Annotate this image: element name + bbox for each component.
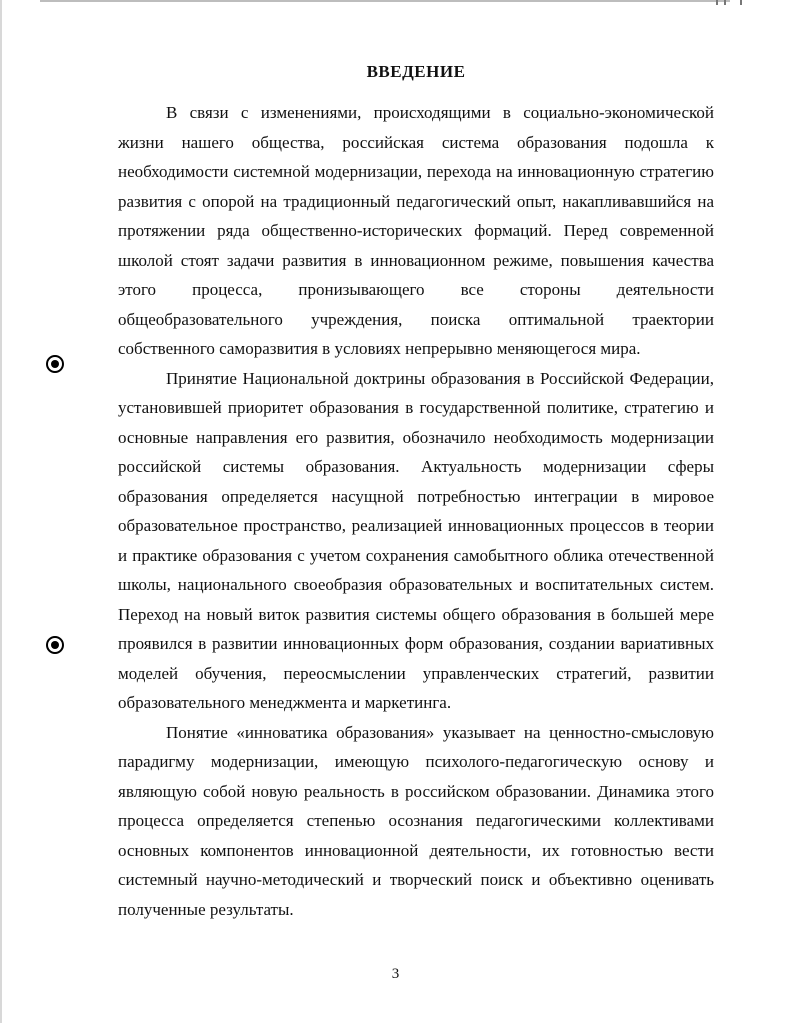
page-number: 3 (391, 966, 400, 982)
scan-tick-mark (740, 0, 742, 5)
punch-hole-icon (46, 636, 64, 654)
scan-tick-mark (716, 0, 718, 5)
punch-hole-icon (46, 355, 64, 373)
scan-left-edge (0, 0, 2, 1023)
paragraph-2: Принятие Национальной доктрины образования в Российской Федерации, установившей приоритет образования в государственной политике, стратегию и основные направления его развития, обозначило необходимость модернизации российской системы образования. Актуальность модернизации сферы образования определяется насущной потребностью интеграции в мировое образовательное пространство, реализацией инновационных процессов в теории и практике образования с учетом сохранения самобытного облика отечественной школы, национального своеобразия образовательных и воспитательных систем. Переход на новый виток развития системы общего образования в большей мере проявился в развитии инновационных форм образования, создании вариативных моделей обучения, переосмыслении управленческих стратегий, развитии образовательного менеджмента и маркетинга. (118, 368, 714, 712)
page-heading: ВВЕДЕНИЕ (366, 62, 466, 81)
paragraph-3: Понятие «инноватика образования» указывает на ценностно-смысловую парадигму модернизации, имеющую психолого-педагогическую основу и являющую собой новую реальность в российском образовании. Динамика этого процесса определяется степенью осознания педагогическими коллективами основных компонентов инновационной деятельности, их готовностью вести системный научно-методический и творческий поиск и объективно оценивать полученные результаты. (118, 722, 714, 919)
document-page (118, 60, 714, 924)
scan-top-edge (40, 0, 730, 2)
scan-tick-mark (724, 0, 726, 5)
paragraph-1: В связи с изменениями, происходящими в социально-экономической жизни нашего общества, российская система образования подошла к необходимости системной модернизации, перехода на инновационную стратегию развития с опорой на традиционный педагогический опыт, накапливавшийся на протяжении ряда общественно-исторических формаций. Перед современной школой стоят задачи развития в инновационном режиме, повышения качества этого процесса, пронизывающего все стороны деятельности общеобразовательного учреждения, поиска оптимальной траектории собственного саморазвития в условиях непрерывно меняющегося мира. (118, 103, 714, 358)
